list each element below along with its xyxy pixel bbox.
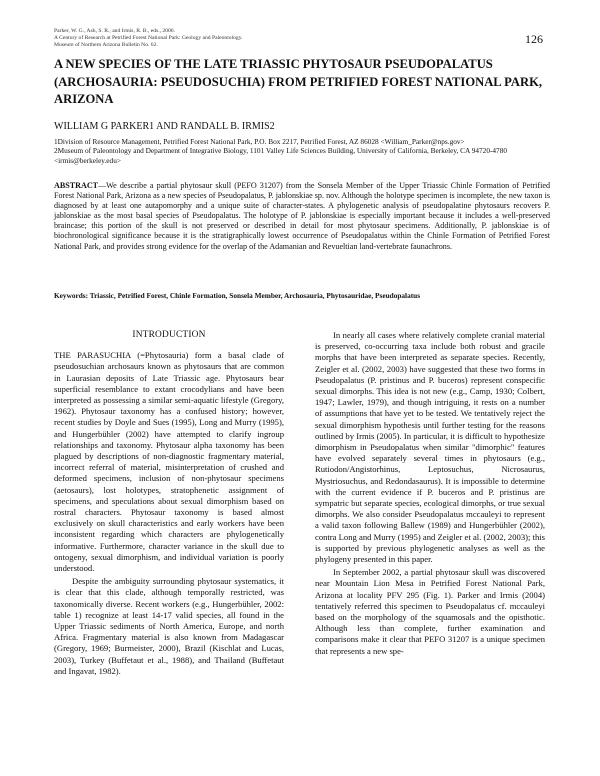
section-heading-introduction: INTRODUCTION	[132, 330, 206, 340]
body-paragraph: THE PARASUCHIA (=Phytosauria) form a basal clade of pseudosuchian archosaurs known as phytosaurs that are common in Laurasian deposits of Late Triassic age. Phytosaurs bear superficial resemblance to extant crocodylians and have been interpreted as possessing a similar semi-aquatic lifestyle (Gregory, 1962). Phytosaur taxonomy has a confused history; however, recent studies by Doyle and Sues (1995), Long and Murry (1995), and Hungerbühler (2002) have attempted to clarify ingroup relationships and taxonomy. Phytosaur alpha taxonomy has been plagued by descriptions of non-diagnostic fragmentary material, incorrect referral of material, misinterpretation of crushed and deformed specimens, inclusion of non-phytosaur specimens (aetosaurs), lost holotypes, stratophenetic assignment of specimens, and speculations about sexual dimorphism based on rostral characters. Phytosaur taxonomy is based almost exclusively on skull characteristics and early workers have been inconsistent regarding which characters are phylogenetically informative. Furthermore, character variance in the skull due to ontogeny, sexual dimorphism, and individual variation is poorly understood.	[54, 350, 284, 574]
abstract	[54, 181, 550, 252]
affiliation-2: 2Museum of Paleontology and Department of Integrative Biology, 1101 Valley Life Sciences Building, University of California, Berkeley, CA 94720-4780 <irmis@berkeley.edu>	[54, 146, 507, 165]
left-column	[54, 330, 284, 677]
right-column	[315, 330, 545, 657]
body-paragraph: In September 2002, a partial phytosaur skull was discovered near Mountain Lion Mesa in Petrified Forest National Park, Arizona at locality PFV 295 (Fig. 1). Parker and Irmis (2004) tentatively referred this specimen to Pseudopalatus cf. mccauleyi based on the morphology of the squamosals and the opisthotic. Although less than complete, further examination and comparisons make it clear that PEFO 31207 is a unique specimen that represents a new spe-	[315, 567, 545, 656]
keywords: Keywords: Triassic, Petrified Forest, Chinle Formation, Sonsela Member, Archosauria, Phytosauridae, Pseudopalatus	[54, 291, 421, 300]
citation-header	[54, 28, 414, 50]
affiliation-1: 1Division of Resource Management, Petrified Forest National Park, P.O. Box 2217, Petrified Forest, AZ 86028 <William_Parker@nps.gov>	[54, 137, 465, 146]
abstract-text: —We describe a partial phytosaur skull (PEFO 31207) from the Sonsela Member of the Upper Triassic Chinle Formation of Petrified Forest National Park, Arizona as a new species of Pseudopalatus, P. jablonskiae sp. nov. Although the holotype specimen is incomplete, the new taxon is diagnosed by at least one autapomorphy and a unique suite of character-states. A phylogenetic analysis of pseudopalatine phytosaurs recovers P. jablonskiae as the most basal species of Pseudopalatus. The holotype of P. jablonskiae is especially important because it includes a well-preserved braincase; this portion of the skull is not preserved or described in detail for most phytosaur specimens. Additionally, P. jablonskiae is of biochronological significance because it is the stratigraphically lowest occurrence of Pseudopalatus within the Chinle Formation of Petrified Forest National Park, and provides strong evidence for the overlap of the Adamanian and Revueltian land-vertebrate faunachrons.	[54, 181, 550, 251]
page-number: 126	[525, 32, 543, 46]
body-paragraph: Despite the ambiguity surrounding phytosaur systematics, it is clear that this clade, although temporally restricted, was taxonomically diverse. Recent workers (e.g., Hungerbühler, 2002: table 1) recognize at least 14-17 valid species, all found in the Upper Triassic sediments of North America, Europe, and north Africa. Fragmentary material is also known from Madagascar (Gregory, 1969; Burmeister, 2000), Brazil (Kischlat and Lucas, 2003), Turkey (Buffetaut et al., 1988), and Thailand (Buffetaut and Ingavat, 1982).	[54, 576, 284, 676]
citation-line: Parker, W. G., Ash, S. R., and Irmis, R. B., eds., 2006.	[54, 28, 175, 34]
citation-line: Museum of Northern Arizona Bulletin No. 62.	[54, 42, 158, 49]
citation-line: A Century of Research at Petrified Forest National Park: Geology and Paleontology.	[54, 35, 243, 42]
author-line: WILLIAM G PARKER1 AND RANDALL B. IRMIS2	[54, 121, 275, 132]
body-paragraph: In nearly all cases where relatively complete cranial material is preserved, co-occurring taxa include both robust and gracile morphs that have been interpreted as separate species. Recently, Zeigler et al. (2002, 2003) have suggested that these two forms in Pseudopalatus (P. pristinus and P. buceros) represent conspecific sexual dimorphs. This idea is not new (e.g., Camp, 1930; Colbert, 1947; Lawler, 1979), and though intriguing, it rests on a number of assumptions that have yet to be tested. We tentatively reject the sexual dimorphism hypothesis until further testing for the reasons outlined by Irmis (2005). In particular, it is difficult to hypothesize dimorphism in Pseudopalatus when similar "dimorphic" features have evolved separately several times in phytosaurs (e.g., Rutiodon/Angistorhinus, Leptosuchus, Nicrosaurus, Mystriosuchus, and Redondasaurus). It is impossible to determine with the current evidence if P. buceros and P. pristinus are sympatric but separate species, ecological dimorphs, or true sexual dimorphs. We also consider Pseudopalatus mccauleyi to represent a valid taxon following Ballew (1989) and Hungerbühler (2002), contra Long and Murry (1995) and Zeigler et al. (2002, 2003); this is supported by previous phylogenetic analyses as well as the phylogeny presented in this paper.	[315, 330, 545, 565]
abstract-label: ABSTRACT	[54, 181, 99, 190]
affiliations	[54, 137, 554, 165]
paper-title: A NEW SPECIES OF THE LATE TRIASSIC PHYTOSAUR PSEUDOPALATUS (ARCHOSAURIA: PSEUDOSUCHIA) FROM PETRIFIED FOREST NATIONAL PARK, ARIZONA	[54, 57, 543, 106]
